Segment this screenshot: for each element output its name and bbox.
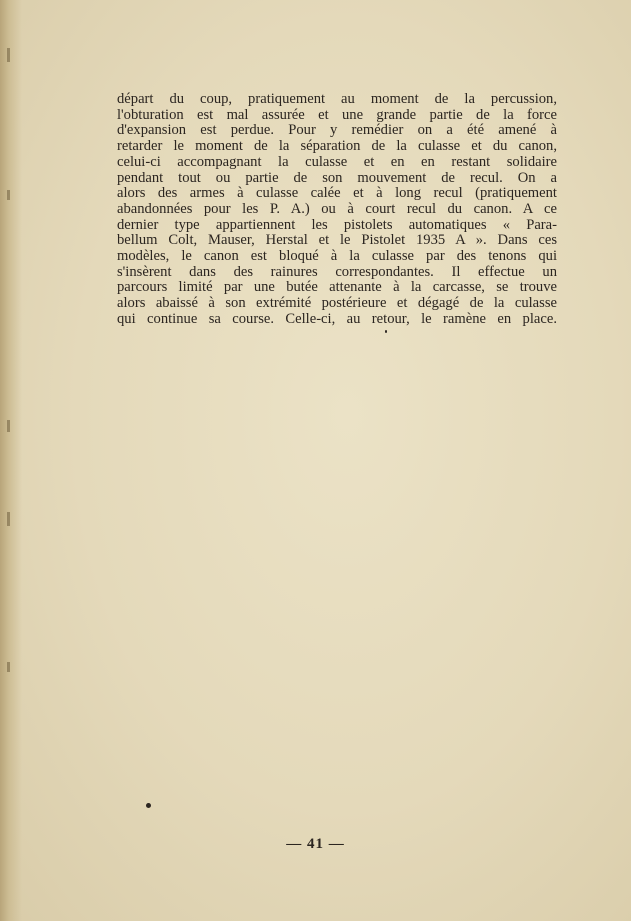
text-line: alors des armes à culasse calée et à long recul (pratiquement <box>117 185 557 202</box>
text-line: l'obturation est mal assurée et une grande partie de la force <box>117 106 557 123</box>
text-line: modèles, le canon est bloqué à la culasse par des tenons qui <box>117 248 557 265</box>
text-line: retarder le moment de la séparation de la culasse et du canon, <box>117 138 557 155</box>
text-line: celui-ci accompagnant la culasse et en en restant solidaire <box>117 153 557 170</box>
binding-mark <box>7 190 10 200</box>
page-number: — 41 — <box>286 836 345 852</box>
text-line: alors abaissé à son extrémité postérieure et dégagé de la culasse <box>117 295 557 312</box>
text-line: départ du coup, pratiquement au moment de la percussion, <box>117 91 557 107</box>
binding-mark <box>7 48 10 62</box>
ink-speck <box>146 803 151 808</box>
text-line: bellum Colt, Mauser, Herstal et le Pistolet 1935 A ». Dans ces <box>117 232 557 249</box>
page-binding-edge <box>0 0 22 921</box>
binding-mark <box>7 420 10 432</box>
text-line: dernier type appartiennent les pistolets automatiques « Para- <box>117 216 557 233</box>
text-line: qui continue sa course. Celle-ci, au retour, le ramène en place. <box>117 310 557 327</box>
ink-speck <box>385 330 387 333</box>
text-line: parcours limité par une butée attenante à la carcasse, se trouve <box>117 279 557 296</box>
binding-mark <box>7 512 10 526</box>
text-line: pendant tout ou partie de son mouvement de recul. On a <box>117 169 557 186</box>
text-line: abandonnées pour les P. A.) ou à court recul du canon. A ce <box>117 200 557 217</box>
text-line: s'insèrent dans des rainures correspondantes. Il effectue un <box>117 263 557 280</box>
text-line: d'expansion est perdue. Pour y remédier on a été amené à <box>117 122 557 139</box>
body-paragraph <box>117 92 557 328</box>
binding-mark <box>7 662 10 672</box>
